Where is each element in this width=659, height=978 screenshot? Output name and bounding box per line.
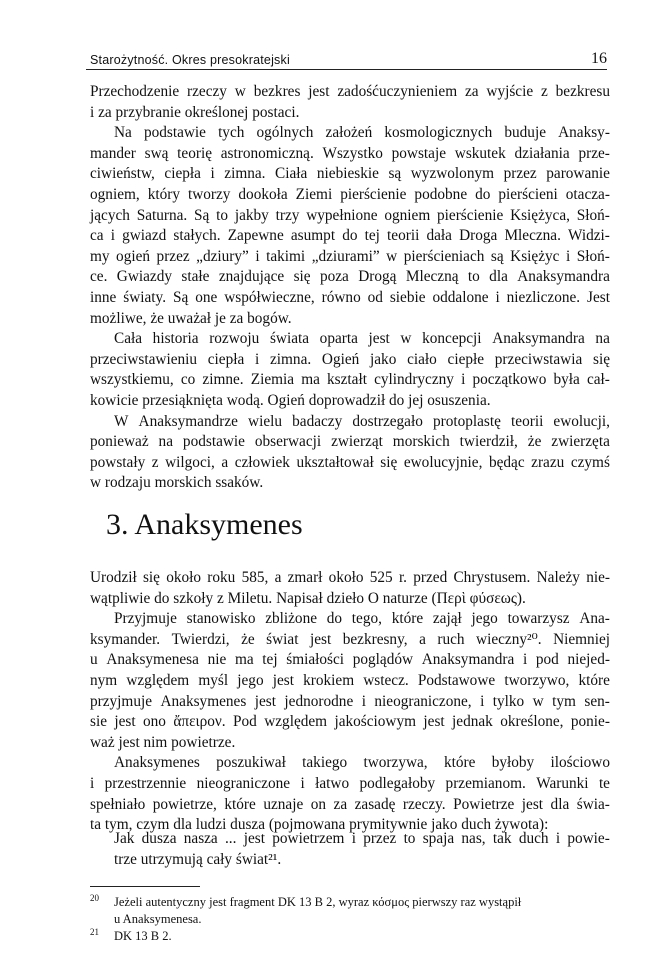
block-quote bbox=[114, 829, 610, 870]
footnotes bbox=[90, 894, 610, 945]
page-header bbox=[86, 47, 607, 70]
text-line: ta tym, czym dla ludzi dusza (pojmowana prymitywnie jako duch żywota): bbox=[90, 816, 549, 834]
text-line: przyjmuje Anaksymenes jest jednorodne i nieograniczone, i tylko w tym sen- bbox=[90, 692, 610, 710]
text-line: wszystkiemu, co zimne. Ziemia ma kształt cylindryczny i początkowo była cał- bbox=[90, 371, 610, 389]
text-line: ce. Gwiazdy stałe znajdujące się poza Drogą Mleczną to dla Anaksymandra bbox=[90, 268, 610, 286]
text-line: i przestrzennie nieograniczone i łatwo podlegałoby przemianom. Warunki te bbox=[90, 774, 610, 792]
text-line: Anaksymenes poszukiwał takiego tworzywa, które byłoby ilościowo bbox=[114, 754, 610, 772]
text-line: Cała historia rozwoju świata oparta jest w koncepcji Anaksymandra na bbox=[114, 330, 610, 348]
footnote-number: 20 bbox=[90, 892, 99, 903]
text-line: spełniało powietrze, które uznaje on za zasadę rzeczy. Powietrze jest dla świa- bbox=[90, 795, 610, 813]
text-line: Przyjmuje stanowisko zbliżone do tego, które zajął jego towarzysz Ana- bbox=[114, 610, 610, 628]
text-line: my ogień przez „dziury” i takimi „dziurami” w pierścieniach są Księżyc i Słoń- bbox=[90, 247, 610, 265]
text-line: ca i gwiazd stałych. Zapewne asumpt do tej teorii dała Droga Mleczna. Widzi- bbox=[90, 227, 610, 245]
text-line: trze utrzymują cały świat²¹. bbox=[114, 850, 282, 868]
text-line: sie jest ono ἄπειρον. Pod względem jakościowym jest jednak określone, ponie- bbox=[90, 713, 610, 731]
text-line: kowicie przesiąknięta wodą. Ogień doprowadził do jej osuszenia. bbox=[90, 391, 491, 409]
text-line: waż jest nim powietrze. bbox=[90, 733, 236, 751]
text-line: i za przybranie określonej postaci. bbox=[90, 103, 300, 121]
footnote bbox=[90, 928, 610, 945]
text-line: W Anaksymandrze wielu badaczy dostrzegało protoplastę teorii ewolucji, bbox=[114, 412, 610, 430]
page-number: 16 bbox=[591, 50, 607, 67]
text-line: ponieważ na podstawie obserwacji zwierząt morskich twierdził, że zwierzęta bbox=[90, 433, 610, 451]
text-line: Przechodzenie rzeczy w bezkres jest zadośćuczynieniem za wyjście z bezkresu bbox=[90, 83, 610, 100]
text-line: powstały z wilgoci, a człowiek ukształtował się ewolucyjnie, będąc zrazu czymś bbox=[90, 453, 610, 471]
text-line: u Anaksymenesa nie ma tej śmiałości poglądów Anaksymandra i pod niejed- bbox=[90, 651, 610, 669]
text-line: w rodzaju morskich ssaków. bbox=[90, 474, 264, 492]
text-line: jących Saturna. Są to jakby trzy wypełnione ogniem pierścienie Księżyca, Słoń- bbox=[90, 206, 610, 224]
footnote bbox=[90, 894, 610, 928]
text-line: Jak dusza nasza ... jest powietrzem i przez to spaja nas, tak duch i powie- bbox=[114, 830, 610, 847]
footnote-number: 21 bbox=[90, 926, 99, 937]
text-line: ogniem, który tworzy dookoła Ziemi pierścienie podobne do pierścieni otacza- bbox=[90, 185, 610, 203]
text-line: ciwieństw, ciepła i zimna. Ciała niebieskie są wyzwolonym przez parowanie bbox=[90, 165, 610, 183]
section-heading: 3. Anaksymenes bbox=[106, 508, 303, 541]
running-title: Starożytność. Okres presokratejski bbox=[90, 53, 290, 67]
text-line: inne światy. Są one współwieczne, równo od siebie oddalone i niezliczone. Jest bbox=[90, 288, 610, 306]
text-line: Urodził się około roku 585, a zmarł około 525 r. przed Chrystusem. Należy nie- bbox=[90, 569, 610, 586]
footnote-text: Jeżeli autentyczny jest fragment DK 13 B 2, wyraz κόσμος pierwszy raz wystąpił bbox=[114, 895, 522, 909]
body-text-anaksymenes bbox=[90, 568, 610, 836]
text-line: nym względem myśl jego jest krokiem wstecz. Podstawowe tworzywo, które bbox=[90, 671, 610, 689]
text-line: ksymander. Twierdzi, że świat jest bezkresny, a ruch wieczny²⁰. Niemniej bbox=[90, 630, 610, 648]
body-text-anaksymander bbox=[90, 82, 610, 494]
text-line: Na podstawie tych ogólnych założeń kosmologicznych buduje Anaksy- bbox=[114, 124, 610, 142]
text-line: mander swą teorię astronomiczną. Wszystko powstaje wskutek działania prze- bbox=[90, 144, 610, 162]
text-line: przeciwstawieniu ciepła i zimna. Ogień jako ciało ciepłe przeciwstawia się bbox=[90, 350, 610, 368]
text-line: możliwe, że uważał je za bogów. bbox=[90, 309, 292, 327]
footnote-text: DK 13 B 2. bbox=[114, 929, 172, 943]
footnote-text: u Anaksymenesa. bbox=[114, 912, 202, 926]
text-line: wątpliwie do szkoły z Miletu. Napisał dzieło O naturze (Περὶ φύσεως). bbox=[90, 589, 526, 607]
footnote-rule bbox=[90, 886, 200, 887]
